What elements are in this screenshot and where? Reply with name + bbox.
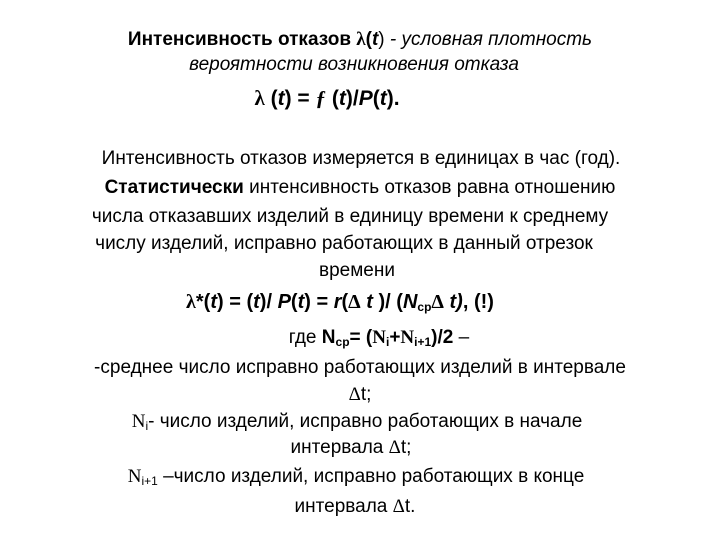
- where-N2: N: [400, 327, 415, 348]
- formula2-t4: t: [366, 291, 373, 313]
- formula1-lambda: λ: [254, 86, 265, 110]
- ni1-line: [0, 465, 716, 493]
- where-N: N: [321, 327, 336, 348]
- ni1-i: i+1: [141, 474, 158, 488]
- lambda-symbol: λ: [356, 29, 366, 50]
- dt1-delta: Δ: [348, 384, 361, 405]
- formula2-r: r: [333, 291, 342, 313]
- body-line-3: времени: [319, 260, 395, 281]
- formula1-t1: t: [277, 87, 285, 110]
- where-end: )/2: [431, 327, 454, 348]
- title-italic: - условная плотность: [384, 29, 593, 50]
- formula1-f: ƒ: [315, 86, 327, 110]
- formula2-c: )/: [259, 291, 278, 313]
- ni-line: [0, 410, 717, 438]
- where-dash: –: [453, 327, 470, 348]
- formula2-P: P: [277, 291, 291, 313]
- formula1-P: P: [358, 87, 373, 110]
- formula2-f: (: [341, 291, 349, 313]
- dt1-rest: t;: [360, 384, 372, 405]
- formula2-t5: t): [443, 291, 463, 313]
- formula2-t2: t: [253, 291, 260, 313]
- where-i1: i: [385, 335, 390, 349]
- ni-i: i: [145, 419, 149, 433]
- formula1-p3: (: [326, 87, 339, 110]
- interval2-text: интервала: [294, 496, 393, 517]
- formula2-ncp: ср: [417, 300, 432, 314]
- formula1-t2: t: [338, 87, 346, 110]
- where-cp: ср: [335, 335, 350, 349]
- interval1-rest: t;: [400, 437, 412, 458]
- title-line: [0, 28, 720, 52]
- title-line-2: вероятности возникновения отказа: [189, 54, 519, 75]
- formula2-t3: t: [297, 291, 305, 313]
- where-plus: +: [389, 327, 401, 348]
- ni-rest: - число изделий, исправно работающих в начале: [148, 411, 583, 432]
- ni-N: N: [131, 411, 146, 432]
- interval-line-1: [0, 436, 711, 460]
- title-bold: Интенсивность отказов: [127, 29, 357, 50]
- interval2-delta: Δ: [392, 496, 405, 517]
- where-eq: = (: [349, 327, 373, 348]
- formula2-star: *(: [195, 291, 211, 313]
- body-line-2: числу изделий, исправно работающих в данный отрезок: [95, 233, 593, 254]
- formula1-p1: (: [264, 87, 278, 110]
- formula2-delta: Δ: [348, 291, 361, 313]
- formula1-p6: ).: [386, 87, 400, 110]
- formula2-h: )/ (: [372, 291, 403, 313]
- interval1-text: интервала: [290, 437, 389, 458]
- formula2-a: ) =: [216, 291, 241, 313]
- where-N1: N: [372, 327, 386, 348]
- formula1-t3: t: [379, 87, 387, 110]
- title-paren-close: ): [378, 29, 385, 50]
- interval-line-2: [0, 495, 715, 519]
- interval1-delta: Δ: [388, 437, 401, 458]
- paragraph-line-1: Интенсивность отказов измеряется в единицах в час (год).: [101, 148, 621, 169]
- delta-t-line-1: [0, 383, 720, 407]
- statistically-rest: интенсивность отказов равна отношению: [243, 177, 616, 198]
- formula-1: [0, 86, 687, 111]
- statistically-line: [0, 176, 720, 200]
- formula2-delta2: Δ: [431, 291, 444, 313]
- formula-2: [0, 290, 700, 319]
- formula2-i: , (!): [462, 291, 494, 313]
- title-paren-open: (: [365, 29, 372, 50]
- formula2-lambda: λ: [186, 291, 196, 313]
- body-line-1: числа отказавших изделий в единицу времени к среднему: [91, 206, 609, 227]
- formula2-b: (: [240, 291, 254, 313]
- formula2-N: N: [402, 291, 418, 313]
- ni1-N: N: [127, 466, 142, 487]
- interval2-rest: t.: [404, 496, 416, 517]
- formula2-e: ) =: [304, 291, 334, 313]
- formula2-d: (: [290, 291, 298, 313]
- formula2-t1: t: [210, 291, 217, 313]
- formula1-p4: )/: [345, 87, 359, 110]
- statistically-bold: Статистически: [104, 177, 244, 198]
- where-line: [19, 326, 720, 354]
- ni1-rest: –число изделий, исправно работающих в конце: [157, 466, 585, 487]
- where-prefix: где: [288, 327, 322, 348]
- formula1-p2: ) =: [284, 87, 316, 110]
- average-line: -среднее число исправно работающих изделий в интервале: [94, 357, 626, 378]
- formula1-p5: (: [372, 87, 380, 110]
- where-i2: i+1: [414, 335, 432, 349]
- title-t: t: [371, 29, 379, 50]
